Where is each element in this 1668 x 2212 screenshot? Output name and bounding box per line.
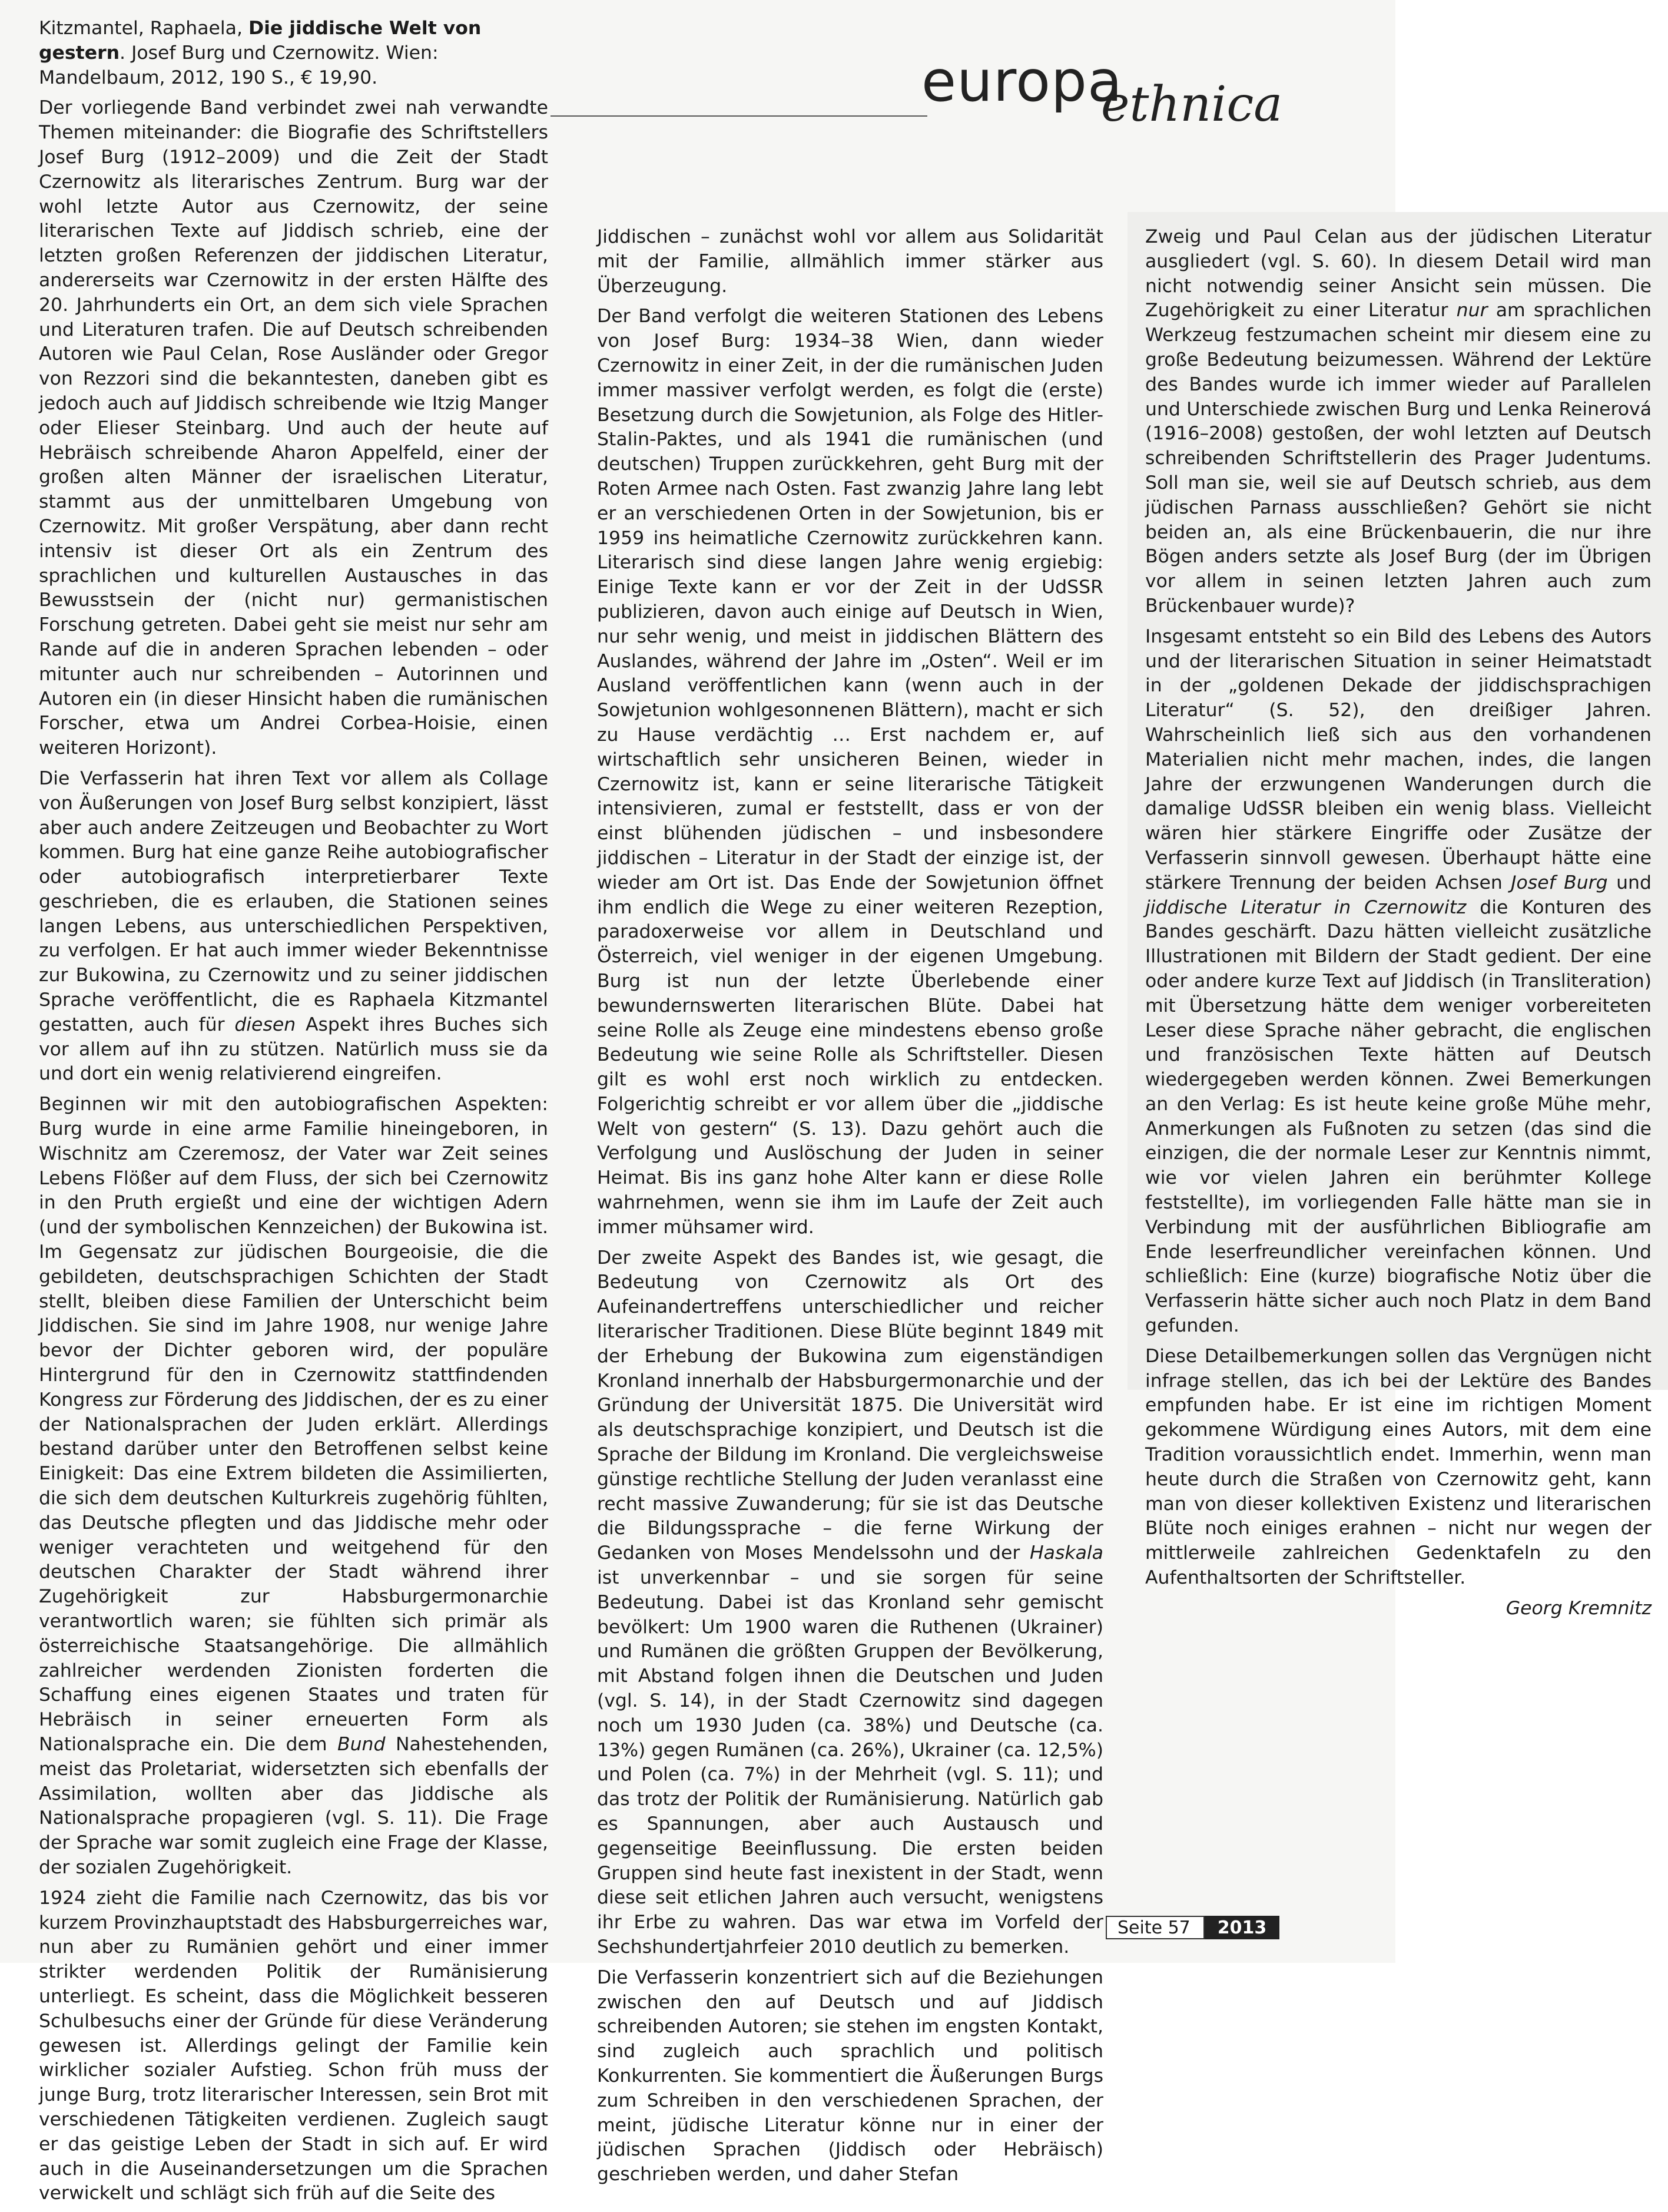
text-run: Beginnen wir mit den autobiografischen Aspekten: Burg wurde in eine arme Familie hineingeboren, in Wischnitz am Czeremosz, der Vater war Zeit seines Lebens Flößer auf dem Fluss, der sich bei Czernowitz in den Pruth ergießt und eine der wichtigen Adern (und der symbolischen Kennzeichen) der Bukowina ist. Im Gegensatz zur jüdischen Bourgeoisie, die die gebildeten, deutschsprachigen Schichten der Stadt stellt, bleiben diese Familien der Unterschicht beim Jiddischen. Sie sind im Jahre 1908, nur wenige Jahre bevor der Dichter geboren wird, der populäre Hintergrund für den in Czernowitz stattfindenden Kongress zur Förderung des Jiddischen, der es zu einer der Nationalsprachen der Juden erklärt. Allerdings bestand darüber unter den Betroffenen selbst keine Einigkeit: Das eine Extrem bildeten die Assimilierten, die sich dem deutschen Kulturkreis zugehörig fühlten, das Deutsche pflegten und das Jiddische mehr oder weniger verachteten und weitgehend für den deutschen Charakter der Stadt während ihrer Zugehörigkeit zur Habsburgermonarchie verantwortlich waren; sie fühlten sich primär als österreichische Staatsangehörige. Die allmählich zahlreicher werdenden Zionisten forderten die Schaffung eines eigenen Staates und traten für Hebräisch in seiner erneuerten Form als Nationalsprache ein. Die dem [39,1094,548,1755]
masthead-rule [551,115,927,117]
paragraph: Der vorliegende Band verbindet zwei nah verwandte Themen miteinander: die Biografie des Schriftstellers Josef Burg (1912–2009) und die Zeit der Stadt Czernowitz als literarisches Zentrum. Burg war der wohl letzte Autor aus Czernowitz, der seine literarischen Texte auf Jiddisch schrieb, eine der letzten großen Referenzen der jiddischen Literatur, andererseits war Czernowitz in der ersten Hälfte des 20. Jahrhunderts ein Ort, an dem sich viele Sprachen und Literaturen trafen. Die auf Deutsch schreibenden Autoren wie Paul Celan, Rose Ausländer oder Gregor von Rezzori sind die bekanntesten, daneben gibt es jedoch auch auf Jiddisch schreibende wie Itzig Manger oder Elieser Steinbarg. Und auch der heute auf Hebräisch schreibende Aharon Appelfeld, einer der großen alten Männer der israelischen Literatur, stammt aus der unmittelbaren Umgebung von Czernowitz. Mit großer Verspätung, aber dann recht intensiv ist dieser Ort als ein Zentrum des sprachlichen und kulturellen Austausches in das Bewusstsein der (nicht nur) germanistischen Forschung getreten. Dabei geht sie meist nur sehr am Rande auf die in anderen Sprachen lebenden – oder mitunter auch nur schreibenden – Autorinnen und Autoren ein (in dieser Hinsicht haben die rumänischen Forscher, etwa um Andrei Corbea-Hoisie, einen weiteren Horizont). [39,97,548,759]
text-run: Die Verfasserin hat ihren Text vor allem als Collage von Äußerungen von Josef Burg selbst konzipiert, lässt aber auch andere Zeitzeugen und Beobachter zu Wort kommen. Burg hat eine ganze Reihe autobiografischer oder autobiografisch interpretierbarer Texte geschrieben, die es erlauben, die Stationen seines langen Lebens, aus unterschiedlichen Perspektiven, zu verfolgen. Er hat auch immer wieder Bekenntnisse zur Bukowina, zu Czernowitz und zu seiner jiddischen Sprache veröffentlicht, die es Raphaela Kitzmantel gestatten, auch für [39,767,548,1035]
emphasis: Josef Burg [1511,872,1608,893]
review-author: Kitzmantel, Raphaela, [39,18,243,39]
text-run: Nahestehenden, meist das Proletariat, widersetzten sich ebenfalls der Assimilation, wollten aber das Jiddische als Nationalsprache propagieren (vgl. S. 11). Die Frage der Sprache war somit zugleich eine Frage der Klasse, der sozialen Zugehörigkeit. [39,1733,548,1878]
emphasis: diesen [234,1014,296,1035]
text-run: Zweig und Paul Celan aus der jüdischen Literatur ausgliedert (vgl. S. 60). In diesem Detail wird man nicht notwendig seiner Ansicht sein müssen. Die Zugehörigkeit zu einer Literatur [1145,226,1652,322]
review-publication-details: . Josef Burg und Czernowitz. Wien: Mandelbaum, 2012, 190 S., € 19,90. [39,42,439,88]
text-run: Der zweite Aspekt des Bandes ist, wie gesagt, die Bedeutung von Czernowitz als Ort des Aufeinandertreffens unterschiedlicher und reicher literarischer Traditionen. Diese Blüte beginnt 1849 mit der Erhebung der Bukowina zum eigenständigen Kronland innerhalb der Habsburgermonarchie und der Gründung der Universität 1875. Die Universität wird als deutschsprachige konzipiert, und Deutsch ist die Sprache der Bildung im Kronland. Die vergleichsweise günstige rechtliche Stellung der Juden veranlasst eine recht massive Zuwanderung; für sie ist das Deutsche die Bildungssprache – die ferne Wirkung der Gedanken von Moses Mendelssohn und der [597,1247,1103,1564]
text-run: Insgesamt entsteht so ein Bild des Lebens des Autors und der literarischen Situation in seiner Heimatstadt in der „goldenen Dekade der jiddischsprachigen Literatur“ (S. 52), den dreißiger Jahren. Wahrscheinlich ließ sich aus den vorhandenen Materialien nicht mehr machen, indes, die langen Jahre der erzwungenen Wanderungen durch die damalige UdSSR bleiben ein wenig blass. Vielleicht wären hier stärkere Eingriffe oder Zusätze der Verfasserin sinnvoll gewesen. Überhaupt hätte eine stärkere Trennung der beiden Achsen [1145,625,1652,893]
paragraph: Diese Detailbemerkungen sollen das Vergnügen nicht infrage stellen, das ich bei der Lektüre des Bandes empfunden habe. Er ist eine im richtigen Moment gekommene Würdigung eines Autors, mit dem eine Tradition voraussichtlich endet. Immerhin, wenn man heute durch die Straßen von Czernowitz geht, kann man von dieser kollektiven Existenz und literarischen Blüte noch einiges erahnen – nicht nur wegen der mittlerweile zahlreichen Gedenktafeln zu den Aufenthaltsorten der Schriftsteller. [1145,1345,1652,1589]
page-footer [1106,1916,1279,1939]
paragraph: Jiddischen – zunächst wohl vor allem aus Solidarität mit der Familie, allmählich immer stärker aus Überzeugung. [597,226,1103,297]
column-right [1145,225,1652,1627]
review-book-title: Die jiddische Welt von gestern [39,18,482,64]
page-number: Seite 57 [1106,1916,1205,1939]
emphasis: nur [1456,300,1488,322]
paragraph [39,1092,548,1880]
text-run: und [1607,872,1652,893]
text-run: die Konturen des Bandes geschärft. Dazu hätten vielleicht zusätzliche Illustrationen mit Bildern der Stadt gedient. Der eine oder andere kurze Text auf Jiddisch (in Transliteration) mit Übersetzung hätte dem weniger vorbereiteten Leser diese Sprache näher gebracht, die englischen und französischen Texte hätten auf Deutsch wiedergegeben werden können. Zwei Bemerkungen an den Verlag: Es ist heute keine große Mühe mehr, Anmerkungen als Fußnoten zu setzen (das sind die einzigen, die der normale Leser zur Kenntnis nimmt, wie vor vielen Jahren ein berühmter Kollege feststellte), im vorliegenden Falle hätte man sie in Verbindung mit der ausführlichen Bibliografie am Ende leserfreundlicher vereinfachen können. Und schließlich: Eine (kurze) biografische Notiz über die Verfasserin hätte sicher auch noch Platz in dem Band gefunden. [1145,896,1652,1337]
masthead-ethnica: ethnica [1101,77,1283,133]
paragraph [1145,625,1652,1339]
emphasis: Bund [337,1733,386,1755]
masthead-europa: europa [921,48,1123,114]
text-run: Aspekt ihres Buches sich vor allem auf ihn zu stützen. Natürlich muss sie da und dort ein wenig relativierend eingreifen. [39,1014,548,1085]
text-run: am sprachlichen Werkzeug festzumachen scheint mir diesem eine zu große Bedeutung beizumessen. Während der Lektüre des Bandes wurde ich immer wieder auf Parallelen und Unterschiede zwischen Burg und Lenka Reinerová (1916–2008) gestoßen, der wohl letzten auf Deutsch schreibenden Schriftstellerin des Prager Judentums. Soll man sie, weil sie auf Deutsch schrieb, aus dem jüdischen Parnass ausschließen? Gehört sie nicht beiden an, als eine Brückenbauerin, die nur ihre Bögen anders setzte als Josef Burg (der im Übrigen vor allem in seinen letzten Jahren auch zum Brückenbauer wurde)? [1145,300,1652,617]
emphasis: Haskala [1029,1542,1103,1564]
review-reference [39,16,548,90]
paragraph: 1924 zieht die Familie nach Czernowitz, das bis vor kurzem Provinzhauptstadt des Habsburgerreiches war, nun aber zu Rumänien gehört und einer immer strikter werdenden Politik der Rumänisierung unterliegt. Es scheint, dass die Möglichkeit besseren Schulbesuchs einer der Gründe für diese Veränderung gewesen ist. Allerdings gelingt der Familie kein wirklicher sozialer Aufstieg. Schon früh muss der junge Burg, trotz literarischer Interessen, sein Brot mit verschiedenen Tätigkeiten verdienen. Zugleich saugt er das geistige Leben der Stadt in sich auf. Er wird auch in die Auseinandersetzungen um die Sprachen verwickelt und schlägt sich früh auf die Seite des [39,1887,548,2204]
paragraph [1145,225,1652,619]
column-middle [597,225,1103,2193]
issue-year: 2013 [1205,1916,1280,1939]
paragraph: Die Verfasserin konzentriert sich auf die Beziehungen zwischen den auf Deutsch und auf Jiddisch schreibenden Autoren; sie stehen im engsten Kontakt, sind zugleich auch sprachlich und politisch Konkurrenten. Sie kommentiert die Äußerungen Burgs zum Schreiben in den verschiedenen Sprachen, der meint, jüdische Literatur könne nur in einer der jüdischen Sprachen (Jiddisch oder Hebräisch) geschrieben werden, und daher Stefan [597,1966,1103,2185]
emphasis: jiddische Literatur in Czernowitz [1145,896,1467,918]
column-left [39,16,548,2212]
masthead [921,48,1322,133]
paragraph [597,1246,1103,1960]
paragraph [39,767,548,1087]
paragraph: Der Band verfolgt die weiteren Stationen des Lebens von Josef Burg: 1934–38 Wien, dann wieder Czernowitz in einer Zeit, in der die rumänischen Juden immer massiver verfolgt werden, es folgt die (erste) Besetzung durch die Sowjetunion, als Folge des Hitler-Stalin-Paktes, und als 1941 die rumänischen (und deutschen) Truppen zurückkehren, geht Burg mit der Roten Armee nach Osten. Fast zwanzig Jahre lang lebt er an verschiedenen Orten in der Sowjetunion, bis er 1959 ins heimatliche Czernowitz zurückkehren kann. Literarisch sind diese langen Jahre wenig ergiebig: Einige Texte kann er vor der Zeit in der UdSSR publizieren, davon auch einige auf Deutsch in Wien, nur sehr wenig, und meist in jiddischen Blättern des Auslandes, während der Jahre im „Osten“. Weil er im Ausland veröffentlichen kann (wenn auch in der Sowjetunion wohlgesonnenen Blättern), macht er sich zu Hause verdächtig … Erst nachdem er, auf wirtschaftlich sehr unsicheren Beinen, wieder in Czernowitz ist, kann er seine literarische Tätigkeit intensivieren, zumal er feststellt, dass er von der einst blühenden jüdischen – und insbesondere jiddischen – Literatur in der Stadt der einzige ist, der wieder am Ort ist. Das Ende der Sowjetunion öffnet ihm endlich die Wege zu einer weiteren Rezeption, paradoxerweise vor allem in Deutschland und Österreich, viel weniger in der eigenen Umgebung. Burg ist nun der letzte Überlebende einer bewundernswerten literarischen Blüte. Dabei hat seine Rolle als Zeuge eine mindestens ebenso große Bedeutung wie seine Rolle als Schriftsteller. Diesen gilt es wohl erst noch wirklich zu entdecken. Folgerichtig schreibt er vor allem über die „jiddische Welt von gestern“ (S. 13). Dazu gehört auch die Verfolgung und Auslöschung der Juden in seiner Heimat. Bis ins ganz hohe Alter kann er diese Rolle wahrnehmen, wenn sie ihm im Laufe der Zeit auch immer mühsamer wird. [597,306,1103,1238]
review-signature: Georg Kremnitz [1505,1597,1652,1619]
text-run: ist unverkennbar – und sie sorgen für seine Bedeutung. Dabei ist das Kronland sehr gemischt bevölkert: Um 1900 waren die Ruthenen (Ukrainer) und Rumänen die größten Gruppen der Bevölkerung, mit Abstand folgen ihnen die Deutschen und Juden (vgl. S. 14), in der Stadt Czernowitz sind dagegen noch um 1930 Juden (ca. 38%) und Deutsche (ca. 13%) gegen Rumänen (ca. 26%), Ukrainer (ca. 12,5%) und Polen (ca. 7%) in der Mehrheit (vgl. S. 11); und das trotz der Politik der Rumänisierung. Natürlich gab es Spannungen, aber auch Austausch und gegenseitige Beeinflussung. Die ersten beiden Gruppen sind heute fast inexistent in der Stadt, wenn diese seit etlichen Jahren auch versucht, wenigstens ihr Erbe zu wahren. Das war etwa im Vorfeld der Sechshundertjahrfeier 2010 deutlich zu bemerken. [597,1567,1103,1958]
